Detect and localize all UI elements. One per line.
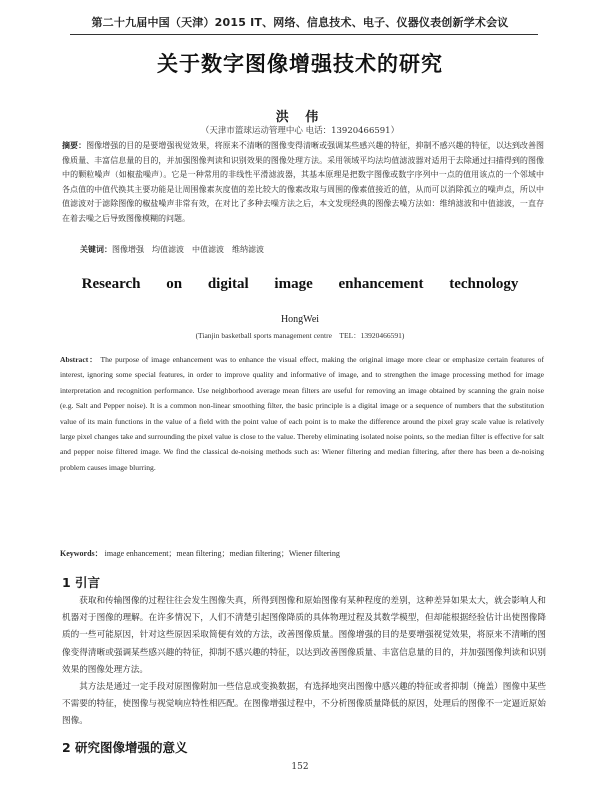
page-number: 152 bbox=[291, 762, 309, 772]
author-name-en: HongWei bbox=[280, 314, 320, 325]
keywords-cn-label: 关键词： bbox=[80, 245, 112, 254]
keywords-en-label: Keywords： bbox=[60, 549, 103, 558]
abstract-en-label: Abstract： bbox=[60, 355, 98, 364]
paper-title-cn: 关于数字图像增强技术的研究 bbox=[157, 52, 443, 76]
running-head: 第二十九届中国（天津）2015 IT、网络、信息技术、电子、仪器仪表创新学术会议 bbox=[91, 16, 509, 29]
paragraph: 获取和传输图像的过程往往会发生图像失真，所得到图像和原始图像有某种程度的差别，这种差异如果太大，就会影响人和机器对于图像的理解。在许多情况下，人们不清楚引起图像降质的具体物理过程及其数学模型，但却能根据经验估计出使图像降质的一些可能原因，针对这些原因采取简便有效的方法，改善图像质量。图像增强的目的是要增强视觉效果，将原来不清晰的图像变得清晰或强调某些感兴趣的特征，抑制不感兴趣的特征，以达到改善图像质量、丰富信息量的目的，并加强图像判读和识别效果的图像处理方法。 bbox=[62, 596, 546, 675]
header-rule bbox=[70, 34, 538, 35]
abstract-en-text: The purpose of image enhancement was to enhance the visual effect, making the original image more clear or emphasize certain features of interest, ignoring some special features, in order to improve quality and informative of image, and to strengthen the image processing method for image interpretation and recognition performance. Use neighborhood average mean filters are useful for removing an image obtained by scanning the grain noise (e.g. Salt and Pepper noise). It is a common non-linear smoothing filter, the basic principle is a digital image or a sequence of numbers that the substitution value of its main functions in the value of a field with the point value of each point is to make the difference around the pixel gray scale value is relatively large pixel changes take and surrounding the pixel value is close to the value. Thereby eliminating isolated noise points, so the median filter is effective for salt and pepper noise filtered image. We find the classical de-noising methods such as: Wiener filtering and median filtering, after there has been a de-noising problem causes image blurring. bbox=[60, 355, 544, 472]
author-name-cn: 洪 伟 bbox=[275, 110, 325, 125]
abstract-en bbox=[60, 352, 544, 475]
paragraph: 其方法是通过一定手段对原图像附加一些信息或变换数据，有选择地突出图像中感兴趣的特征或者抑制（掩盖）图像中某些不需要的特征，使图像与视觉响应特性相匹配。在图像增强过程中，不分析图像质量降低的原因，处理后的图像不一定逼近原始图像。 bbox=[62, 682, 546, 727]
section-1-heading: 1 引言 bbox=[62, 575, 101, 590]
keywords-cn-text: 图像增强 均值滤波 中值滤波 维纳滤波 bbox=[112, 245, 264, 254]
abstract-cn-text: 图像增强的目的是要增强视觉效果，将原来不清晰的图像变得清晰或强调某些感兴趣的特征，抑制不感兴趣的特征，以达到改善图像质量、丰富信息量的目的，并加强图像判读和识别效果的图像处理方法。采用领域平均法均值滤波器对适用于去除通过扫描得到的图像中的颗粒噪声（如椒盐噪声）。它是一种常用的非线性平滑滤波器，其基本原理是把数字图像或数字序列中一点的值用该点的一个邻域中各点值的中值代换其主要功能是让周围像素灰度值的差比较大的像素改取与周围的像素值接近的值，从而可以消除孤立的噪声点，所以中值滤波对于滤除图像的椒盐噪声非常有效，在对比了多种去噪方法之后，本文发现经典的图像去噪方法如：维纳滤波和中值滤波，一直存在着去噪之后导致图像模糊的问题。 bbox=[62, 141, 545, 223]
keywords-en-text: image enhancement；mean filtering；median filtering；Wiener filtering bbox=[104, 549, 340, 558]
paper-title-en: Research on digital image enhancement technology bbox=[81, 276, 519, 292]
keywords-en bbox=[60, 548, 544, 559]
keywords-cn bbox=[80, 244, 544, 255]
abstract-cn-label: 摘要： bbox=[62, 141, 87, 150]
affiliation-en: (Tianjin basketball sports management centre TEL：13920466591) bbox=[195, 331, 405, 340]
abstract-cn bbox=[62, 139, 544, 226]
section-2-heading: 2 研究图像增强的意义 bbox=[62, 740, 188, 755]
affiliation-cn: （天津市篮球运动管理中心 电话：13920466591） bbox=[200, 126, 400, 136]
section-1-body bbox=[62, 593, 546, 731]
